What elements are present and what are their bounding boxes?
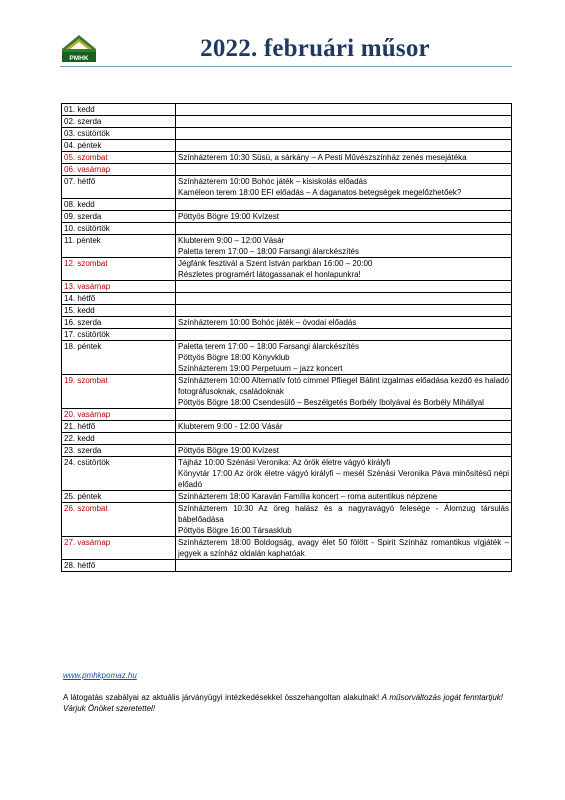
schedule-events	[176, 152, 512, 164]
schedule-row	[62, 104, 512, 116]
schedule-events	[176, 491, 512, 503]
event-line: Színházterem 18:00 Karaván Família koncert – roma autentikus népzene	[178, 492, 438, 501]
schedule-day: 02. szerda	[62, 116, 176, 128]
event-line: Színházterem 10:30 Süsü, a sárkány – A Pesti Művészszínház zenés mesejátéka	[178, 153, 467, 162]
event-line: Színházterem 10:30 Az öreg halász és a nagyravágyó felesége - Álomzug társulás bábelőadása	[178, 504, 509, 524]
schedule-day: 10. csütörtök	[62, 223, 176, 235]
event-line: Színházterem 18:00 Boldogság, avagy élet 50 fölött - Spirit Színház romantikus vígjáték – jegyek a színház oldalán kaphatóak	[178, 538, 509, 558]
schedule-row	[62, 235, 512, 258]
event-line: Könyvtár 17:00 Az örök életre vágyó királyfi – mesél Szénási Veronika Páva minősítésű népi előadó	[178, 469, 509, 489]
schedule-day: 28. hétfő	[62, 560, 176, 572]
pmhk-logo	[60, 29, 98, 63]
schedule-day: 03. csütörtök	[62, 128, 176, 140]
event-line: Pöttyös Bögre 16:00 Társasklub	[178, 526, 292, 535]
schedule-day: 04. péntek	[62, 140, 176, 152]
event-line: Pöttyös Bögre 19:00 Kvízest	[178, 212, 279, 221]
schedule-day: 22. kedd	[62, 433, 176, 445]
event-line: Színházterem 10:00 Bohóc játék – kisiskolás előadás	[178, 177, 367, 186]
schedule-day: 07. hétfő	[62, 176, 176, 199]
schedule-events	[176, 341, 512, 375]
schedule-day: 24. csütörtök	[62, 457, 176, 491]
notice-italic: A műsorváltozás jogát fenntartjuk! Várjuk Önöket szeretettel!	[63, 693, 503, 713]
schedule-events	[176, 329, 512, 341]
schedule-events	[176, 433, 512, 445]
schedule-row	[62, 317, 512, 329]
schedule-day: 21. hétfő	[62, 421, 176, 433]
schedule-events	[176, 409, 512, 421]
schedule-day: 25. péntek	[62, 491, 176, 503]
schedule-events	[176, 281, 512, 293]
schedule-row	[62, 329, 512, 341]
schedule-row	[62, 211, 512, 223]
schedule-events	[176, 537, 512, 560]
schedule-events	[176, 199, 512, 211]
schedule-row	[62, 258, 512, 281]
svg-text:PMHK: PMHK	[69, 55, 89, 62]
schedule-events	[176, 421, 512, 433]
schedule-day: 20. vasárnap	[62, 409, 176, 421]
page-title: 2022. februári műsor	[200, 35, 430, 62]
schedule-events	[176, 223, 512, 235]
schedule-row	[62, 433, 512, 445]
schedule-row	[62, 223, 512, 235]
schedule-row	[62, 445, 512, 457]
schedule-day: 12. szombat	[62, 258, 176, 281]
schedule-events	[176, 116, 512, 128]
schedule-row	[62, 164, 512, 176]
schedule-day: 17. csütörtök	[62, 329, 176, 341]
event-line: Paletta terem 17:00 – 18:00 Farsangi álarckészítés	[178, 247, 359, 256]
schedule-events	[176, 445, 512, 457]
schedule-day: 11. péntek	[62, 235, 176, 258]
schedule-events	[176, 140, 512, 152]
schedule-row	[62, 560, 512, 572]
schedule-events	[176, 457, 512, 491]
schedule-events	[176, 176, 512, 199]
schedule-day: 01. kedd	[62, 104, 176, 116]
website-link[interactable]: www.pmhkpomaz.hu	[63, 671, 137, 680]
event-line: Klubterem 9:00 - 12:00 Vásár	[178, 422, 283, 431]
schedule-events	[176, 258, 512, 281]
schedule-row	[62, 421, 512, 433]
event-line: Paletta terem 17:00 – 18:00 Farsangi álarckészítés	[178, 342, 359, 351]
schedule-events	[176, 293, 512, 305]
schedule-row	[62, 116, 512, 128]
schedule-events	[176, 560, 512, 572]
notice-regular: A látogatás szabályai az aktuális járványügyi intézkedésekkel összehangoltan alakulnak!	[63, 693, 382, 702]
schedule-row	[62, 176, 512, 199]
event-line: Pöttyös Bögre 19:00 Kvízest	[178, 446, 279, 455]
schedule-events	[176, 305, 512, 317]
schedule-events	[176, 128, 512, 140]
event-line: Színházterem 10:00 Alternatív fotó címmel Pfliegel Bálint izgalmas előadása kezdő és haladó fotográfusoknak, családoknak	[178, 376, 509, 396]
event-line: Klubterem 9:00 – 12:00 Vásár	[178, 236, 285, 245]
schedule-events	[176, 375, 512, 409]
schedule-day: 05. szombat	[62, 152, 176, 164]
schedule-row	[62, 375, 512, 409]
schedule-row	[62, 281, 512, 293]
event-line: Részletes programért látogassanak el honlapunkra!	[178, 270, 361, 279]
schedule-day: 15. kedd	[62, 305, 176, 317]
event-line: Tájház 10:00 Szénási Veronika: Az örök életre vágyó királyfi	[178, 458, 391, 467]
schedule-row	[62, 305, 512, 317]
schedule-row	[62, 152, 512, 164]
schedule-row	[62, 537, 512, 560]
schedule-row	[62, 140, 512, 152]
event-line: Kaméleon terem 18:00 EFI előadás – A daganatos betegségek megelőzhetőek?	[178, 188, 462, 197]
schedule-table	[61, 103, 512, 572]
event-line: Színházterem 10:00 Bohóc játék – óvodai előadás	[178, 318, 357, 327]
schedule-day: 27. vasárnap	[62, 537, 176, 560]
event-line: Jégfánk fesztivál a Szent István parkban 16:00 – 20:00	[178, 259, 373, 268]
schedule-events	[176, 503, 512, 537]
schedule-day: 13. vasárnap	[62, 281, 176, 293]
schedule-day: 18. péntek	[62, 341, 176, 375]
title-underline	[60, 66, 512, 67]
schedule-row	[62, 457, 512, 491]
schedule-day: 09. szerda	[62, 211, 176, 223]
schedule-row	[62, 341, 512, 375]
schedule-events	[176, 235, 512, 258]
schedule-events	[176, 211, 512, 223]
schedule-day: 19. szombat	[62, 375, 176, 409]
schedule-row	[62, 128, 512, 140]
footer-notice	[63, 692, 503, 714]
schedule-day: 08. kedd	[62, 199, 176, 211]
schedule-day: 16. szerda	[62, 317, 176, 329]
schedule-events	[176, 317, 512, 329]
schedule-row	[62, 491, 512, 503]
schedule-events	[176, 104, 512, 116]
schedule-day: 14. hétfő	[62, 293, 176, 305]
schedule-events	[176, 164, 512, 176]
schedule-row	[62, 293, 512, 305]
schedule-day: 26. szombat	[62, 503, 176, 537]
event-line: Pöttyös Bögre 18:00 Csendesülő – Beszélgetés Borbély Ibolyával és Borbély Mihállyal	[178, 398, 484, 407]
schedule-row	[62, 503, 512, 537]
schedule-day: 06. vasárnap	[62, 164, 176, 176]
event-line: Pöttyös Bögre 18:00 Könyvklub	[178, 353, 290, 362]
schedule-row	[62, 409, 512, 421]
event-line: Színházterem 19:00 Perpetuum – jazz koncert	[178, 364, 343, 373]
schedule-day: 23. szerda	[62, 445, 176, 457]
schedule-row	[62, 199, 512, 211]
